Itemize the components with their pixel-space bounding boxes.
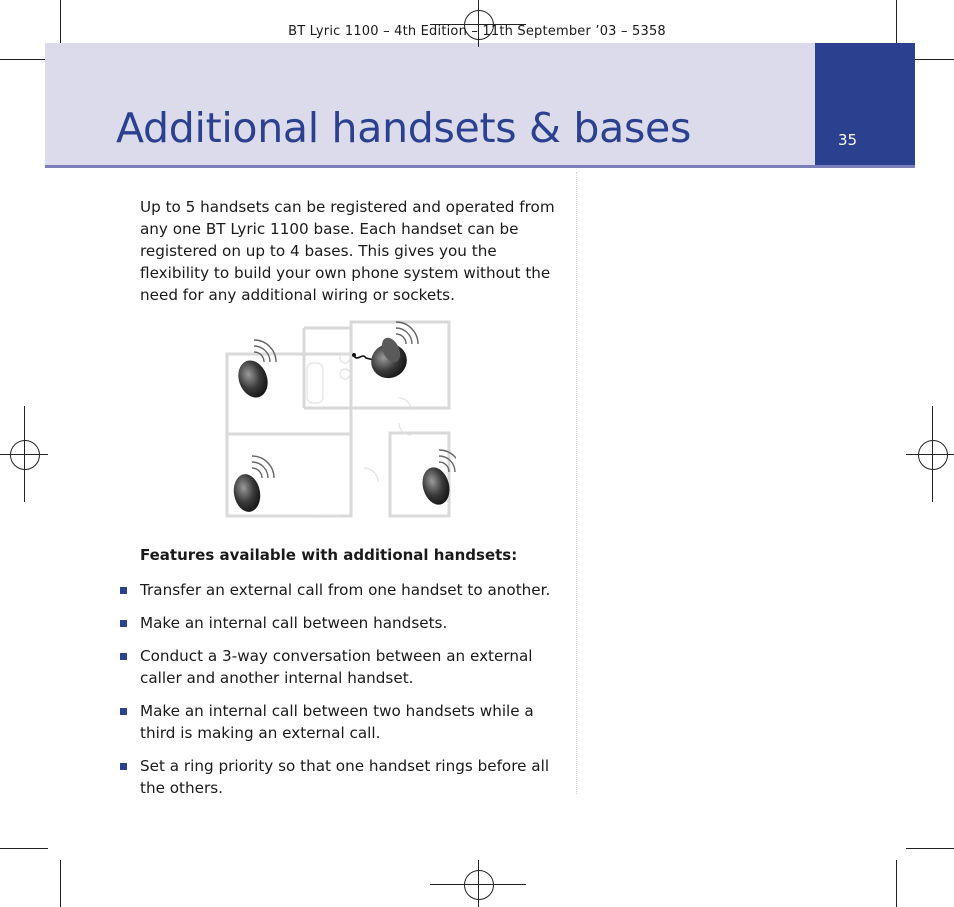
list-item-text: Set a ring priority so that one handset rings before all the others. [140,757,550,797]
list-item [118,579,568,601]
list-item [118,645,568,689]
bullet-icon [120,653,127,660]
bullet-icon [120,708,127,715]
features-heading: Features available with additional handsets: [140,546,518,564]
list-item-text: Make an internal call between two handsets while a third is making an external call. [140,702,534,742]
list-item [118,612,568,634]
list-item-text: Transfer an external call from one handset to another. [140,581,551,599]
list-item [118,755,568,799]
intro-paragraph: Up to 5 handsets can be registered and operated from any one BT Lyric 1100 base. Each handset can be registered on up to 4 bases. This gives you the flexibility to build your own phone system without the need for any additional wiring or sockets. [140,198,555,304]
list-item-text: Make an internal call between handsets. [140,614,448,632]
page-number: 35 [838,131,858,149]
features-list [118,579,568,810]
handset-on-base-icon [352,322,418,384]
column-divider [576,172,577,794]
floor-plan-illustration [224,318,456,522]
handset-icon [233,340,276,402]
page-title: Additional handsets & bases [116,104,692,152]
running-head: BT Lyric 1100 – 4th Edition – 11th September ’03 – 5358 [288,24,666,39]
list-item-text: Conduct a 3-way conversation between an external caller and another internal handset. [140,647,533,687]
handset-icon [231,456,274,514]
page-number-tab [815,43,915,165]
bullet-icon [120,620,127,627]
bullet-icon [120,587,127,594]
bullet-icon [120,763,127,770]
list-item [118,700,568,744]
header-rule [45,165,915,168]
